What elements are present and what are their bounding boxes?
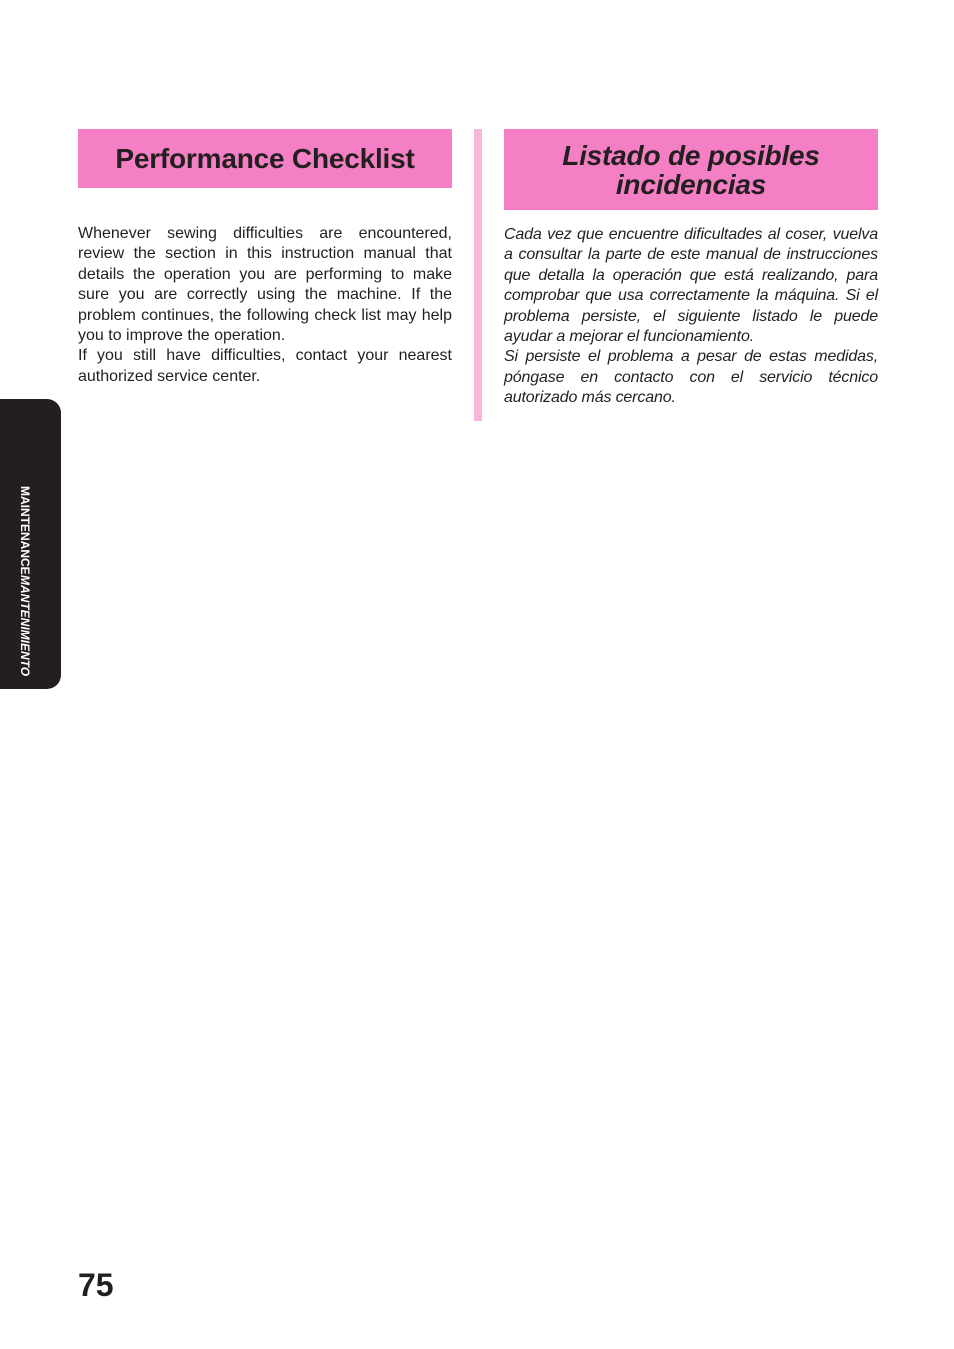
body-text-english <box>78 224 452 387</box>
body-paragraph-spanish-2: Si persiste el problema a pesar de estas medidas, póngase en contacto con el servicio técnico autorizado más cercano. <box>504 348 878 407</box>
side-tab-label-english: MAINTENANCE <box>18 486 32 575</box>
page-title-spanish <box>562 141 820 199</box>
page-number: 75 <box>78 1267 114 1303</box>
page-title-english: Performance Checklist <box>115 143 415 174</box>
body-text-spanish <box>504 225 878 409</box>
page-title-spanish-line-1: Listado de posibles <box>562 139 820 171</box>
side-tab-label-spanish: MANTENIMIENTO <box>18 574 32 676</box>
title-box-spanish <box>504 129 878 210</box>
body-paragraph-spanish-1: Cada vez que encuentre dificultades al coser, vuelva a consultar la parte de este manual de instrucciones que detalla la operación que está realizando, para comprobar que usa correctamente la máquina. Si el problema persiste, el siguiente listado le puede ayudar a mejorar el funcionamiento. <box>504 226 878 346</box>
section-side-tab-label <box>17 486 32 676</box>
body-paragraph-english-2: If you still have difficulties, contact your nearest authorized service center. <box>78 347 452 385</box>
page-title-spanish-line-2: incidencias <box>615 168 767 200</box>
body-paragraph-english-1: Whenever sewing difficulties are encountered, review the section in this instruction manual that details the operation you are performing to make sure you are correctly using the machine. If the problem continues, the following check list may help you to improve the operation. <box>78 225 452 345</box>
column-divider <box>474 129 482 421</box>
title-box-english <box>78 129 452 188</box>
